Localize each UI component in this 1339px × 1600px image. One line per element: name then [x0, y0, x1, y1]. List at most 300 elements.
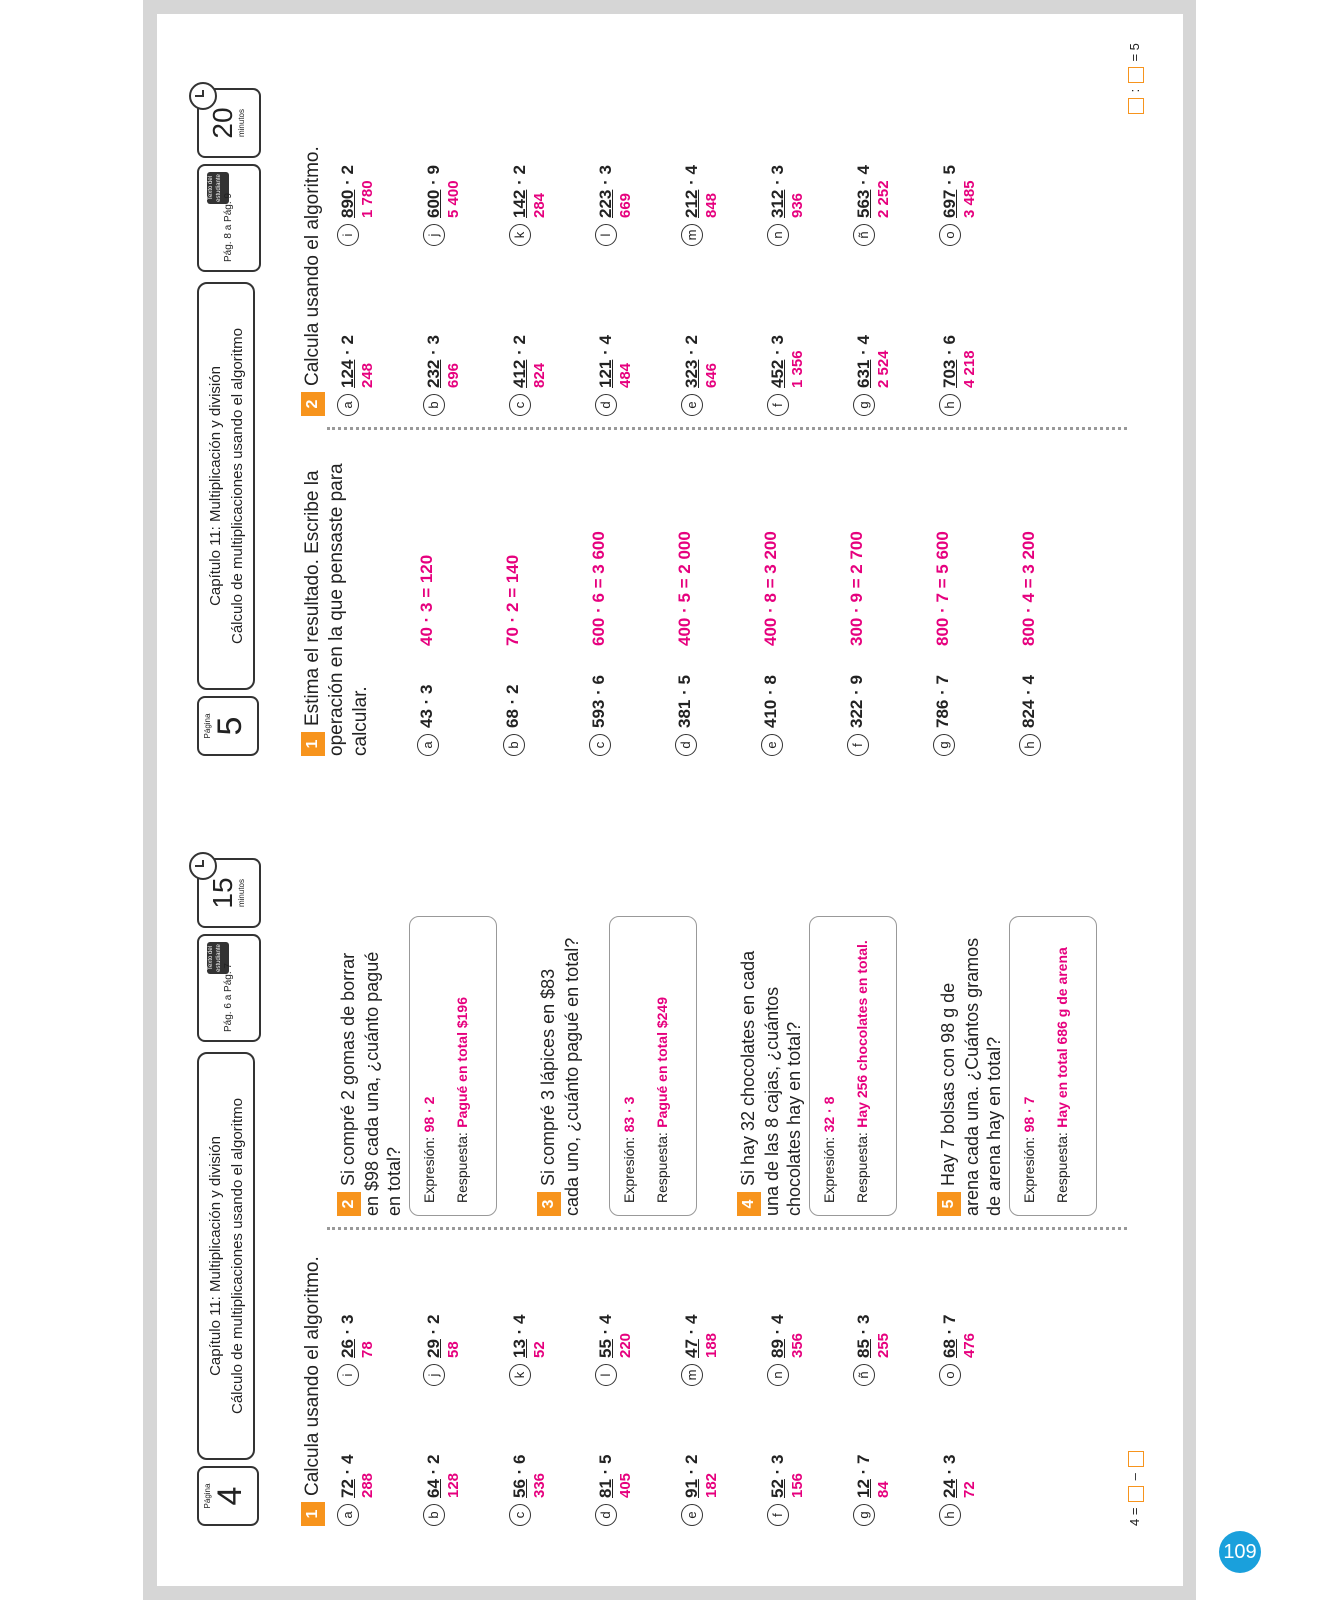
- item-answer: 220: [617, 1332, 634, 1358]
- item-answer: 284: [531, 192, 548, 218]
- item-operation: 786 · 7: [933, 675, 952, 728]
- item-answer: 476: [961, 1332, 978, 1358]
- item-operation: 121 · 4: [596, 335, 615, 388]
- item-estimate: 800 · 7 = 5 600: [933, 531, 952, 646]
- problem-2-answer-box: [409, 916, 497, 1216]
- item-operation: 600 · 9: [424, 165, 443, 218]
- item-letter: g: [853, 394, 875, 416]
- expression-label: Expresión:: [1021, 1136, 1037, 1203]
- item-multiplicand: 68: [940, 1339, 959, 1358]
- lesson-subtitle: Cálculo de multiplicaciones usando el algoritmo: [229, 1098, 246, 1415]
- item-multiplicand: 121: [596, 359, 615, 388]
- book-icon: Texto del estudiante: [207, 172, 229, 204]
- item-expression: [595, 165, 634, 218]
- blank-square: [1128, 67, 1144, 83]
- multiplication-item: [939, 335, 979, 416]
- item-expression: [767, 335, 806, 388]
- item-multiplicand: 697: [940, 189, 959, 218]
- item-multiplicand: 81: [596, 1479, 615, 1498]
- item-operation: 890 · 2: [338, 165, 357, 218]
- exercise-number-badge: 1: [301, 1502, 325, 1526]
- time-box: [197, 858, 261, 928]
- item-answer: 58: [445, 1341, 462, 1358]
- item-multiplier: 4: [854, 335, 873, 345]
- item-operation: 631 · 4: [854, 335, 873, 388]
- item-letter: a: [417, 734, 439, 756]
- section-divider: [327, 427, 1127, 430]
- book-icon: Texto del estudiante: [207, 942, 229, 974]
- item-operation: 68 · 7: [940, 1314, 959, 1358]
- item-letter: i: [337, 224, 359, 246]
- item-operation: 323 · 2: [682, 335, 701, 388]
- estimation-item: [589, 531, 611, 756]
- estimation-item: [503, 554, 525, 756]
- item-estimate: 70 · 2 = 140: [503, 554, 522, 646]
- item-multiplicand: 29: [424, 1339, 443, 1358]
- item-letter: a: [337, 1504, 359, 1526]
- item-operation: 212 · 4: [682, 165, 701, 218]
- item-letter: n: [767, 1364, 789, 1386]
- item-answer: 484: [617, 362, 634, 388]
- chapter-header: [197, 282, 255, 690]
- item-expression: [681, 165, 720, 218]
- blank-square: [1128, 98, 1144, 114]
- item-operation: 91 · 2: [682, 1454, 701, 1498]
- item-answer: 2 252: [875, 180, 892, 218]
- multiplication-item: [423, 335, 463, 416]
- multiplication-item: [681, 165, 721, 246]
- item-operation: 223 · 3: [596, 165, 615, 218]
- item-estimate: 400 · 8 = 3 200: [761, 531, 780, 646]
- item-letter: k: [509, 1364, 531, 1386]
- item-expression: [681, 1315, 720, 1359]
- lesson-page-4: [197, 806, 1157, 1526]
- expression-value: 98 · 7: [1021, 1096, 1037, 1133]
- multiplication-item: [595, 335, 635, 416]
- item-multiplier: 3: [940, 1454, 959, 1464]
- item-expression: [853, 1455, 892, 1499]
- item-answer: 188: [703, 1332, 720, 1358]
- multiplication-item: [939, 165, 979, 246]
- reference-pages: Pág. 8 a Pág. 9: [223, 193, 234, 262]
- item-operation: 322 · 9: [847, 675, 866, 728]
- item-answer: 248: [359, 362, 376, 388]
- item-multiplier: 3: [424, 335, 443, 345]
- item-expression: [595, 335, 634, 388]
- item-expression: [509, 335, 548, 388]
- problem-text: Si compré 2 gomas de borrar en $98 cada una, ¿cuánto pagué en total?: [338, 951, 405, 1216]
- alarm-clock-icon: [189, 82, 217, 110]
- page-label: Página: [203, 713, 212, 739]
- item-answer: 5 400: [445, 180, 462, 218]
- item-expression: [939, 335, 978, 388]
- item-expression: [595, 1315, 634, 1359]
- item-multiplicand: 64: [424, 1479, 443, 1498]
- item-expression: [767, 1315, 806, 1359]
- multiplication-item: [853, 1315, 893, 1387]
- item-letter: ñ: [853, 224, 875, 246]
- item-multiplier: 2: [682, 335, 701, 345]
- blank-square: [1128, 1486, 1144, 1502]
- multiplication-item: [681, 1315, 721, 1387]
- item-multiplier: 3: [854, 1314, 873, 1324]
- item-letter: h: [939, 1504, 961, 1526]
- item-multiplicand: 24: [940, 1479, 959, 1498]
- item-answer: 84: [875, 1481, 892, 1498]
- problem-text: Hay 7 bolsas con 98 g de arena cada una. ¿Cuántos gramos de arena hay en total?: [938, 937, 1005, 1216]
- multiplication-item: [853, 165, 893, 246]
- item-letter: m: [681, 224, 703, 246]
- item-letter: o: [939, 224, 961, 246]
- item-multiplier: 4: [854, 165, 873, 175]
- item-answer: 128: [445, 1472, 462, 1498]
- page-number: 4: [211, 1486, 249, 1506]
- item-multiplier: 2: [424, 1314, 443, 1324]
- item-multiplicand: 47: [682, 1339, 701, 1358]
- rotated-content: [157, 14, 1183, 1586]
- page-number-box: [197, 696, 259, 756]
- item-letter: h: [939, 394, 961, 416]
- expression-label: Expresión:: [421, 1136, 437, 1203]
- item-letter: e: [681, 1504, 703, 1526]
- exercise-number-badge: 5: [937, 1192, 961, 1216]
- item-multiplicand: 412: [510, 359, 529, 388]
- item-answer: 3 485: [961, 180, 978, 218]
- item-expression: [595, 1455, 634, 1499]
- item-answer: 1 780: [359, 180, 376, 218]
- item-operation: 593 · 6: [589, 675, 608, 728]
- answer-value: Pagué en total $196: [454, 997, 470, 1128]
- item-operation: 72 · 4: [338, 1454, 357, 1498]
- exercise-number-badge: 3: [537, 1192, 561, 1216]
- item-multiplier: 4: [596, 1314, 615, 1324]
- item-expression: [681, 1455, 720, 1499]
- item-operation: 13 · 4: [510, 1314, 529, 1358]
- blank-square: [1128, 1451, 1144, 1467]
- item-operation: 55 · 4: [596, 1314, 615, 1358]
- item-estimate: 800 · 4 = 3 200: [1019, 531, 1038, 646]
- item-letter: k: [509, 224, 531, 246]
- item-letter: l: [595, 1364, 617, 1386]
- multiplication-item: [337, 1455, 377, 1527]
- item-letter: a: [337, 394, 359, 416]
- reference-pages: Pág. 6 a Pág. 7: [223, 963, 234, 1032]
- chapter-title: Capítulo 11: Multiplicación y división: [207, 366, 224, 606]
- multiplication-item: [337, 165, 377, 246]
- multiplication-item: [423, 165, 463, 246]
- item-operation: 232 · 3: [424, 335, 443, 388]
- item-multiplier: 4: [768, 1314, 787, 1324]
- item-operation: 124 · 2: [338, 335, 357, 388]
- item-multiplicand: 452: [768, 359, 787, 388]
- item-letter: f: [767, 1504, 789, 1526]
- item-expression: [939, 1455, 978, 1499]
- multiplication-item: [595, 1315, 635, 1387]
- chapter-header: [197, 1052, 255, 1460]
- item-answer: 646: [703, 362, 720, 388]
- item-answer: 336: [531, 1472, 548, 1498]
- multiplication-item: [423, 1315, 463, 1387]
- minutes-value: 20: [207, 107, 238, 139]
- item-expression: [509, 1315, 548, 1359]
- item-letter: n: [767, 224, 789, 246]
- item-letter: c: [509, 1504, 531, 1526]
- item-operation: 563 · 4: [854, 165, 873, 218]
- item-letter: d: [675, 734, 697, 756]
- item-operation: 824 · 4: [1019, 675, 1038, 728]
- item-multiplicand: 55: [596, 1339, 615, 1358]
- footer-equation: 4 = –: [1127, 1449, 1144, 1526]
- multiplication-item: [767, 335, 807, 416]
- multiplication-item: [509, 1455, 549, 1527]
- item-multiplicand: 312: [768, 189, 787, 218]
- multiplication-item: [595, 165, 635, 246]
- item-multiplier: 3: [768, 1454, 787, 1464]
- item-operation: 43 · 3: [417, 684, 436, 728]
- item-multiplicand: 12: [854, 1479, 873, 1498]
- problem-2-statement: [337, 936, 405, 1216]
- multiplication-item: [939, 1315, 979, 1387]
- estimation-item: [761, 531, 783, 756]
- item-letter: m: [681, 1364, 703, 1386]
- item-operation: 56 · 6: [510, 1454, 529, 1498]
- item-answer: 72: [961, 1481, 978, 1498]
- item-operation: 68 · 2: [503, 684, 522, 728]
- item-multiplicand: 323: [682, 359, 701, 388]
- item-expression: [337, 165, 376, 218]
- multiplication-item: [853, 1455, 893, 1527]
- exercise-1-title: 1Calcula usando el algoritmo.: [301, 1256, 325, 1526]
- item-multiplicand: 26: [338, 1339, 357, 1358]
- item-answer: 52: [531, 1341, 548, 1358]
- expression-value: 83 · 3: [621, 1096, 637, 1133]
- problem-text: Si compré 3 lápices en $83 cada uno, ¿cuánto pagué en total?: [538, 937, 583, 1216]
- item-multiplicand: 85: [854, 1339, 873, 1358]
- exercise-number-badge: 1: [301, 732, 325, 756]
- expression-row: [420, 929, 439, 1203]
- item-operation: 52 · 3: [768, 1454, 787, 1498]
- item-operation: 89 · 4: [768, 1314, 787, 1358]
- item-expression: [853, 1315, 892, 1359]
- problem-3-statement: [537, 936, 583, 1216]
- item-estimate: 300 · 9 = 2 700: [847, 531, 866, 646]
- item-letter: d: [595, 394, 617, 416]
- answer-label: Respuesta:: [654, 1132, 670, 1203]
- item-letter: d: [595, 1504, 617, 1526]
- estimation-item: [417, 554, 439, 756]
- multiplication-item: [939, 1455, 979, 1527]
- item-multiplicand: 142: [510, 189, 529, 218]
- item-multiplier: 7: [854, 1454, 873, 1464]
- time-box: [197, 88, 261, 158]
- multiplication-item: [767, 1455, 807, 1527]
- estimation-item: [933, 531, 955, 756]
- item-operation: 24 · 3: [940, 1454, 959, 1498]
- item-answer: 182: [703, 1472, 720, 1498]
- item-operation: 412 · 2: [510, 335, 529, 388]
- expression-label: Expresión:: [621, 1136, 637, 1203]
- item-expression: [337, 335, 376, 388]
- minutes-unit: minutos: [237, 879, 246, 908]
- item-multiplier: 4: [682, 165, 701, 175]
- item-multiplicand: 600: [424, 189, 443, 218]
- item-expression: [337, 1455, 376, 1499]
- item-letter: b: [423, 1504, 445, 1526]
- item-multiplicand: 232: [424, 359, 443, 388]
- expression-row: [1020, 929, 1039, 1203]
- exercise-number-badge: 2: [337, 1192, 361, 1216]
- item-multiplier: 9: [424, 165, 443, 175]
- item-expression: [423, 1455, 462, 1499]
- item-expression: [337, 1315, 376, 1359]
- item-estimate: 400 · 5 = 2 000: [675, 531, 694, 646]
- item-multiplier: 2: [338, 165, 357, 175]
- multiplication-item: [509, 335, 549, 416]
- expression-label: Expresión:: [821, 1136, 837, 1203]
- exercise-2-title: 2Calcula usando el algoritmo.: [301, 146, 325, 416]
- multiplication-item: [509, 1315, 549, 1387]
- exercise-number-badge: 2: [301, 392, 325, 416]
- item-operation: 312 · 3: [768, 165, 787, 218]
- item-multiplicand: 89: [768, 1339, 787, 1358]
- item-expression: [767, 165, 806, 218]
- item-answer: 4 218: [961, 350, 978, 388]
- item-operation: 47 · 4: [682, 1314, 701, 1358]
- item-letter: g: [853, 1504, 875, 1526]
- item-letter: i: [337, 1364, 359, 1386]
- answer-row: [453, 929, 472, 1203]
- minutes-value: 15: [207, 877, 238, 909]
- problem-5-answer-box: [1009, 916, 1097, 1216]
- item-answer: 156: [789, 1472, 806, 1498]
- problem-3-answer-box: [609, 916, 697, 1216]
- problem-4-answer-box: [809, 916, 897, 1216]
- item-answer: 696: [445, 362, 462, 388]
- item-multiplicand: 631: [854, 359, 873, 388]
- item-operation: 703 · 6: [940, 335, 959, 388]
- answer-row: [1053, 929, 1072, 1203]
- exercise-number-badge: 4: [737, 1192, 761, 1216]
- item-letter: f: [847, 734, 869, 756]
- item-multiplicand: 72: [338, 1479, 357, 1498]
- item-multiplicand: 563: [854, 189, 873, 218]
- multiplication-item: [681, 1455, 721, 1527]
- item-multiplicand: 91: [682, 1479, 701, 1498]
- expression-value: 98 · 2: [421, 1096, 437, 1133]
- estimation-item: [675, 531, 697, 756]
- multiplication-item: [337, 335, 377, 416]
- item-expression: [509, 1455, 548, 1499]
- item-multiplier: 2: [682, 1454, 701, 1464]
- minutes-unit: minutos: [237, 109, 246, 138]
- item-multiplier: 3: [338, 1314, 357, 1324]
- item-estimate: 40 · 3 = 120: [417, 554, 436, 646]
- problem-4-statement: [737, 936, 805, 1216]
- item-multiplier: 3: [596, 165, 615, 175]
- item-answer: 288: [359, 1472, 376, 1498]
- lesson-page-5: [197, 36, 1157, 756]
- item-letter: j: [423, 1364, 445, 1386]
- item-operation: 29 · 2: [424, 1314, 443, 1358]
- item-expression: [423, 165, 462, 218]
- item-multiplier: 5: [596, 1454, 615, 1464]
- chapter-title: Capítulo 11: Multiplicación y división: [207, 1136, 224, 1376]
- multiplication-item: [853, 335, 893, 416]
- multiplication-item: [423, 1455, 463, 1527]
- multiplication-item: [767, 1315, 807, 1387]
- item-answer: 78: [359, 1341, 376, 1358]
- item-letter: c: [509, 394, 531, 416]
- exercise-1-title: 1Estima el resultado. Escribe la operación en la que pensaste para calcular.: [302, 463, 372, 756]
- item-multiplicand: 703: [940, 359, 959, 388]
- problem-text: Si hay 32 chocolates en cada una de las 8 cajas, ¿cuántos chocolates hay en total?: [738, 950, 805, 1216]
- page-number: 5: [211, 716, 249, 736]
- item-operation: 64 · 2: [424, 1454, 443, 1498]
- item-multiplicand: 13: [510, 1339, 529, 1358]
- item-multiplier: 2: [510, 165, 529, 175]
- item-answer: 405: [617, 1472, 634, 1498]
- item-letter: j: [423, 224, 445, 246]
- worksheet-sheet: [157, 14, 1183, 1586]
- item-multiplier: 3: [768, 335, 787, 345]
- item-letter: e: [681, 394, 703, 416]
- page-number-badge: 109: [1219, 1531, 1261, 1573]
- answer-value: Hay en total 686 g de arena: [1054, 947, 1070, 1128]
- answer-label: Respuesta:: [1054, 1132, 1070, 1203]
- answer-label: Respuesta:: [854, 1132, 870, 1203]
- item-letter: b: [503, 734, 525, 756]
- item-expression: [853, 335, 892, 388]
- textbook-reference: [197, 934, 261, 1042]
- problem-5-statement: [937, 936, 1005, 1216]
- multiplication-item: [767, 165, 807, 246]
- item-letter: c: [589, 734, 611, 756]
- page-label: Página: [203, 1483, 212, 1509]
- item-multiplier: 4: [510, 1314, 529, 1324]
- item-operation: 26 · 3: [338, 1314, 357, 1358]
- item-answer: 824: [531, 362, 548, 388]
- item-multiplier: 7: [940, 1314, 959, 1324]
- item-multiplier: 6: [510, 1454, 529, 1464]
- answer-row: [853, 929, 872, 1203]
- item-operation: 697 · 5: [940, 165, 959, 218]
- expression-row: [820, 929, 839, 1203]
- item-expression: [681, 335, 720, 388]
- item-multiplicand: 124: [338, 359, 357, 388]
- alarm-clock-icon: [189, 852, 217, 880]
- item-expression: [509, 165, 548, 218]
- item-letter: ñ: [853, 1364, 875, 1386]
- item-expression: [939, 165, 978, 218]
- section-divider: [327, 1227, 1127, 1230]
- item-multiplier: 2: [338, 335, 357, 345]
- multiplication-item: [681, 335, 721, 416]
- item-operation: 410 · 8: [761, 675, 780, 728]
- expression-value: 32 · 8: [821, 1096, 837, 1133]
- item-multiplier: 5: [940, 165, 959, 175]
- multiplication-item: [595, 1455, 635, 1527]
- item-multiplier: 2: [510, 335, 529, 345]
- item-letter: l: [595, 224, 617, 246]
- item-operation: 12 · 7: [854, 1454, 873, 1498]
- footer-equation: : = 5: [1127, 43, 1144, 116]
- item-answer: 1 356: [789, 350, 806, 388]
- item-letter: g: [933, 734, 955, 756]
- textbook-reference: [197, 164, 261, 272]
- estimation-item: [1019, 531, 1041, 756]
- item-expression: [423, 335, 462, 388]
- item-multiplier: 6: [940, 335, 959, 345]
